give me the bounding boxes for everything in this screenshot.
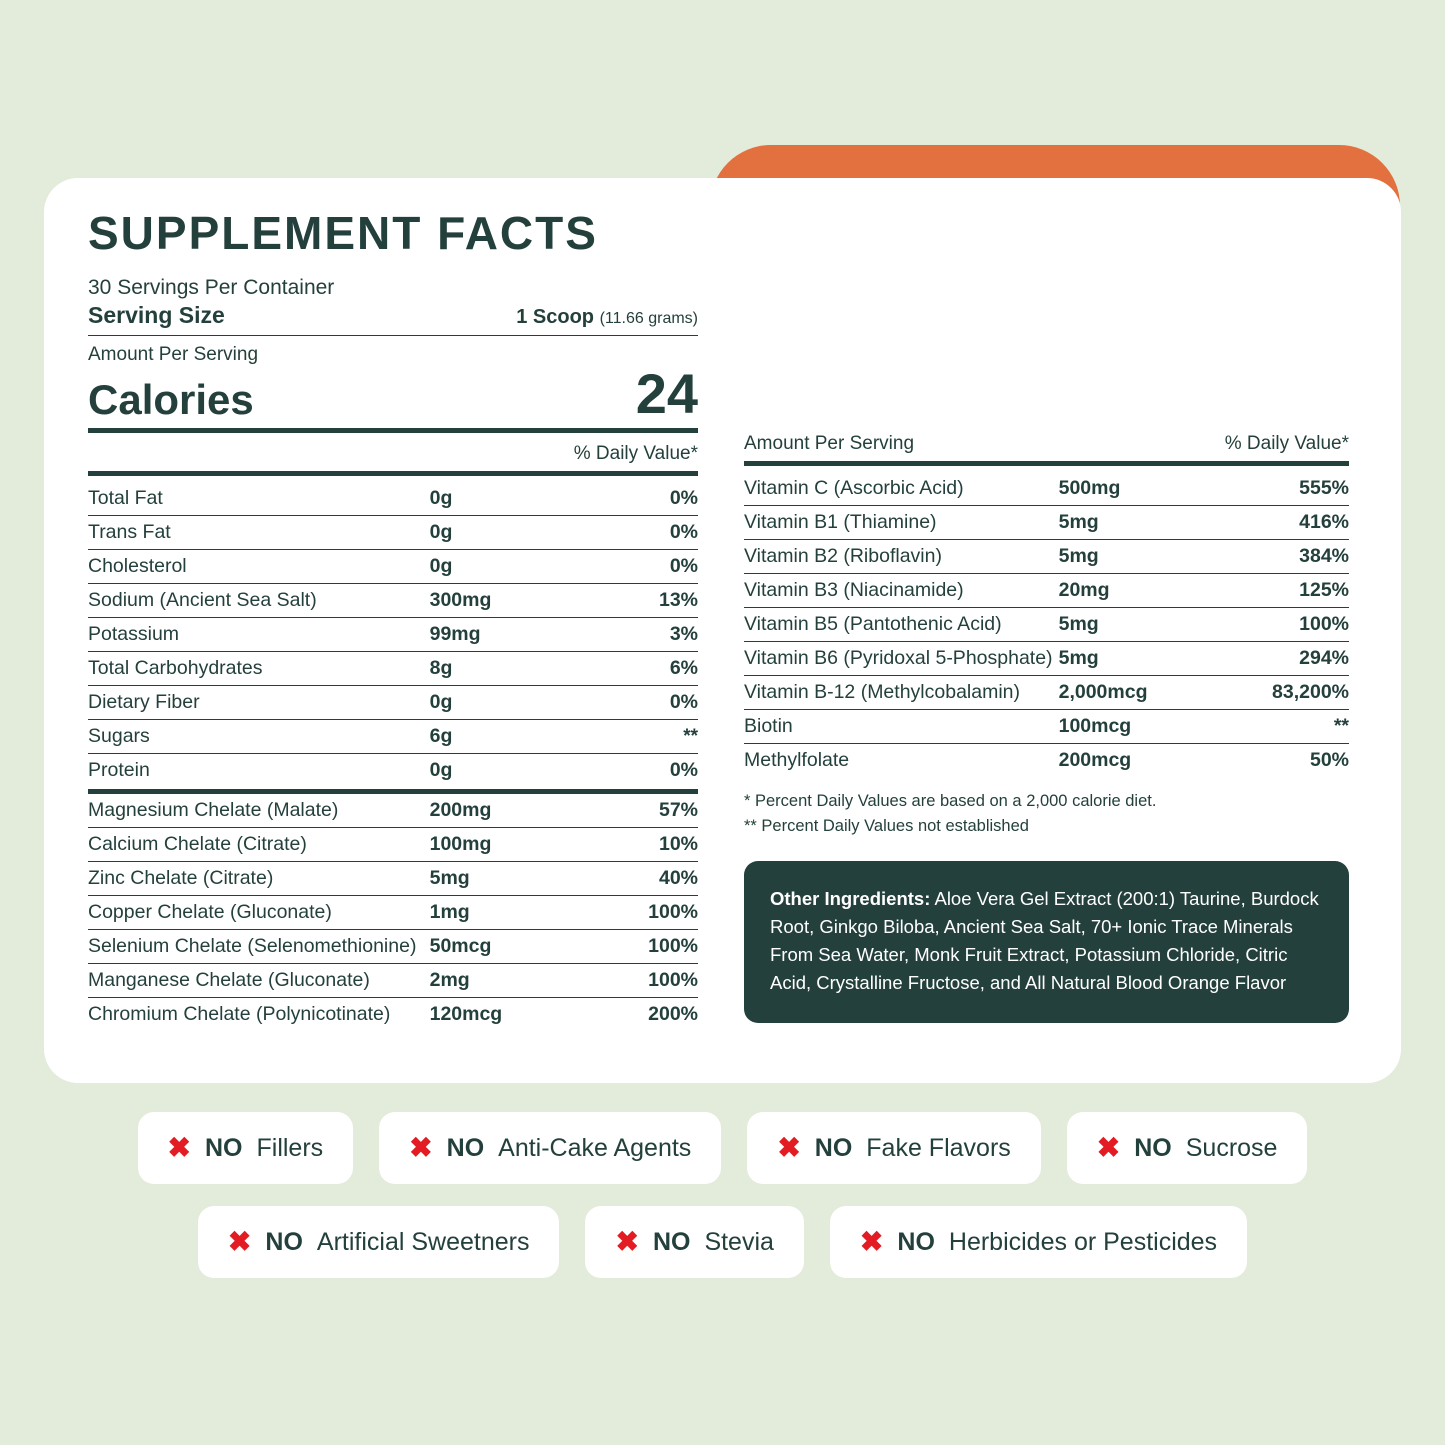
badge-no-word: NO [265, 1227, 303, 1256]
x-mark-icon: ✖ [227, 1226, 252, 1257]
table-row [88, 998, 698, 1032]
vitamin-name: Vitamin B5 (Pantothenic Acid) [744, 608, 1059, 642]
mineral-name: Zinc Chelate (Citrate) [88, 862, 430, 896]
serving-size-amount: 1 Scoop [516, 306, 595, 328]
serving-size-label: Serving Size [88, 302, 225, 328]
mineral-name: Chromium Chelate (Polynicotinate) [88, 1003, 391, 1025]
x-mark-icon: ✖ [167, 1132, 191, 1163]
mineral-dv: 40% [588, 862, 698, 896]
mineral-amount: 120mcg [429, 1003, 503, 1025]
mineral-name: Calcium Chelate (Citrate) [88, 828, 430, 862]
x-mark-icon: ✖ [1096, 1132, 1121, 1163]
mineral-dv: 100% [588, 930, 698, 964]
mineral-amount: 200mg [430, 794, 589, 828]
vitamin-amount: 5mg [1059, 642, 1216, 676]
calories-value: 24 [635, 362, 698, 425]
nutrient-name: Potassium [88, 618, 430, 652]
nutrient-name: Sodium (Ancient Sea Salt) [88, 584, 430, 618]
table-row [744, 608, 1349, 642]
nutrient-amount: 0g [430, 550, 589, 584]
badge-no-word: NO [814, 1133, 853, 1162]
left-column [88, 206, 698, 1031]
footnotes [744, 789, 1349, 839]
vitamin-name: Biotin [744, 710, 1059, 744]
vitamin-amount: 500mg [1059, 472, 1216, 506]
table-row [88, 828, 698, 862]
nutrient-amount: 300mg [430, 584, 589, 618]
badge-no-word: NO [652, 1227, 691, 1256]
nutrient-dv: ** [588, 720, 698, 754]
table-row [88, 794, 698, 828]
serving-size-grams: (11.66 grams) [599, 310, 698, 327]
mineral-dv: 57% [588, 794, 698, 828]
vitamin-name: Vitamin B3 (Niacinamide) [744, 574, 1059, 608]
mineral-dv: 10% [588, 828, 698, 862]
nutrient-name: Protein [88, 759, 150, 781]
daily-value-header-left: % Daily Value* [573, 443, 698, 464]
vitamin-name: Methylfolate [744, 749, 850, 771]
vitamin-dv: ** [1216, 710, 1349, 744]
badge-row-1 [0, 1112, 1445, 1184]
x-mark-icon: ✖ [777, 1132, 801, 1163]
table-row [88, 930, 698, 964]
vitamin-dv: 294% [1216, 642, 1349, 676]
nutrient-amount: 6g [430, 720, 589, 754]
table-row [744, 710, 1349, 744]
vitamin-name: Vitamin B-12 (Methylcobalamin) [744, 676, 1059, 710]
vitamin-dv: 50% [1309, 749, 1349, 771]
nutrient-dv: 13% [588, 584, 698, 618]
vitamin-amount: 100mcg [1059, 710, 1216, 744]
table-row [88, 862, 698, 896]
badge-no-artificial-sweetners [198, 1206, 560, 1278]
other-ingredients-label: Other Ingredients: [770, 887, 931, 909]
vitamin-amount: 5mg [1059, 506, 1216, 540]
nutrient-amount: 0g [429, 759, 453, 781]
badge-no-fillers [138, 1112, 354, 1184]
amount-per-serving-label-right: Amount Per Serving [744, 433, 915, 454]
table-row [88, 550, 698, 584]
supplement-facts-card [44, 178, 1401, 1083]
nutrient-amount: 0g [430, 482, 589, 516]
serving-size-row [88, 302, 698, 329]
table-row [88, 652, 698, 686]
x-mark-icon: ✖ [859, 1226, 884, 1257]
footnote-daily-values: * Percent Daily Values are based on a 2,000 calorie diet. [744, 792, 1157, 810]
mineral-amount: 1mg [430, 896, 589, 930]
badge-no-stevia [585, 1206, 803, 1278]
x-mark-icon: ✖ [615, 1226, 639, 1257]
vitamin-name: Vitamin B6 (Pyridoxal 5-Phosphate) [744, 642, 1059, 676]
divider-above-nutrients [88, 471, 698, 476]
table-row [88, 720, 698, 754]
nutrient-amount: 8g [430, 652, 589, 686]
table-row [744, 574, 1349, 608]
table-row [88, 584, 698, 618]
nutrient-name: Dietary Fiber [88, 686, 430, 720]
nutrient-amount: 99mg [430, 618, 589, 652]
nutrient-amount: 0g [430, 516, 589, 550]
badge-label: Artificial Sweetners [316, 1227, 530, 1256]
badge-no-word: NO [205, 1133, 243, 1162]
x-mark-icon: ✖ [409, 1132, 433, 1163]
table-row [744, 744, 1349, 778]
badge-label: Herbicides or Pesticides [948, 1227, 1218, 1256]
nutrient-dv: 6% [588, 652, 698, 686]
badge-no-word: NO [446, 1133, 485, 1162]
mineral-name: Magnesium Chelate (Malate) [88, 794, 430, 828]
vitamin-amount: 20mg [1059, 574, 1216, 608]
mineral-name: Copper Chelate (Gluconate) [88, 896, 430, 930]
divider-above-vitamins [744, 461, 1349, 466]
vitamin-name: Vitamin B1 (Thiamine) [744, 506, 1059, 540]
mineral-amount: 5mg [430, 862, 589, 896]
calories-row [88, 362, 698, 425]
badge-row-2 [0, 1206, 1445, 1278]
nutrient-dv: 0% [588, 516, 698, 550]
table-row [744, 472, 1349, 506]
footnote-not-established: ** Percent Daily Values not established [744, 816, 1029, 835]
vitamin-dv: 83,200% [1216, 676, 1349, 710]
table-row [88, 482, 698, 516]
badge-no-word: NO [897, 1227, 935, 1256]
table-row [744, 676, 1349, 710]
nutrient-dv: 3% [588, 618, 698, 652]
badge-label: Fake Flavors [866, 1133, 1011, 1162]
vitamin-dv: 100% [1216, 608, 1349, 642]
vitamin-amount: 5mg [1059, 608, 1216, 642]
right-column-header [744, 433, 1349, 455]
badge-label: Anti-Cake Agents [498, 1133, 692, 1162]
table-row [88, 754, 698, 788]
mineral-amount: 100mg [430, 828, 589, 862]
nutrient-name: Cholesterol [88, 550, 430, 584]
nutrient-dv: 0% [669, 759, 698, 781]
calories-label: Calories [88, 375, 254, 423]
vitamin-dv: 125% [1216, 574, 1349, 608]
nutrient-dv: 0% [588, 550, 698, 584]
mineral-dv: 100% [588, 964, 698, 998]
vitamin-amount: 5mg [1059, 540, 1216, 574]
vitamin-dv: 416% [1216, 506, 1349, 540]
other-ingredients-box [744, 861, 1349, 1023]
mineral-dv: 100% [588, 896, 698, 930]
badge-label: Stevia [704, 1227, 774, 1256]
amount-per-serving-label: Amount Per Serving [88, 344, 259, 365]
vitamin-dv: 384% [1216, 540, 1349, 574]
table-row [744, 540, 1349, 574]
mineral-amount: 50mcg [430, 930, 589, 964]
badge-label: Sucrose [1185, 1133, 1278, 1162]
nutrient-name: Sugars [88, 720, 430, 754]
nutrients-table [88, 482, 698, 787]
vitamin-name: Vitamin C (Ascorbic Acid) [744, 472, 1059, 506]
daily-value-header-right: % Daily Value* [1224, 433, 1349, 454]
nutrient-name: Total Carbohydrates [88, 652, 430, 686]
badge-no-fake-flavors [747, 1112, 1040, 1184]
minerals-table [88, 794, 698, 1031]
vitamin-name: Vitamin B2 (Riboflavin) [744, 540, 1059, 574]
table-row [88, 964, 698, 998]
vitamin-amount: 2,000mcg [1059, 676, 1216, 710]
nutrient-dv: 0% [588, 686, 698, 720]
serving-size-value [516, 306, 698, 329]
divider-under-serving-size [88, 335, 698, 336]
other-ingredients-text: Aloe Vera Gel Extract (200:1) Taurine, Burdock Root, Ginkgo Biloba, Ancient Sea Salt, 70+ Ionic Trace Minerals From Sea Water, Monk Fruit Extract, Potassium Chloride, Citric Acid, Crystalline Fructose, and All Natural Blood Orange Flavor [770, 887, 1319, 993]
mineral-name: Selenium Chelate (Selenomethionine) [88, 930, 430, 964]
mineral-name: Manganese Chelate (Gluconate) [88, 964, 430, 998]
badge-no-word: NO [1134, 1133, 1172, 1162]
table-row [88, 896, 698, 930]
badge-no-sucrose [1067, 1112, 1308, 1184]
table-row [88, 618, 698, 652]
vitamin-amount: 200mcg [1058, 749, 1132, 771]
nutrient-name: Trans Fat [88, 516, 430, 550]
vitamins-table [744, 472, 1349, 777]
table-row [88, 516, 698, 550]
nutrient-name: Total Fat [88, 482, 430, 516]
nutrient-dv: 0% [588, 482, 698, 516]
mineral-dv: 200% [648, 1003, 698, 1025]
badge-label: Fillers [256, 1133, 324, 1162]
servings-per-container: 30 Servings Per Container [88, 276, 335, 299]
badge-no-herbicides-or-pesticides [830, 1206, 1247, 1278]
table-row [88, 686, 698, 720]
nutrient-amount: 0g [430, 686, 589, 720]
table-row [744, 506, 1349, 540]
page-title: SUPPLEMENT FACTS [88, 207, 598, 259]
divider-under-calories [88, 428, 698, 433]
table-row [744, 642, 1349, 676]
badge-no-anti-cake-agents [379, 1112, 721, 1184]
mineral-amount: 2mg [430, 964, 589, 998]
vitamin-dv: 555% [1216, 472, 1349, 506]
no-badges-section [0, 1112, 1445, 1300]
right-column [744, 433, 1349, 1023]
